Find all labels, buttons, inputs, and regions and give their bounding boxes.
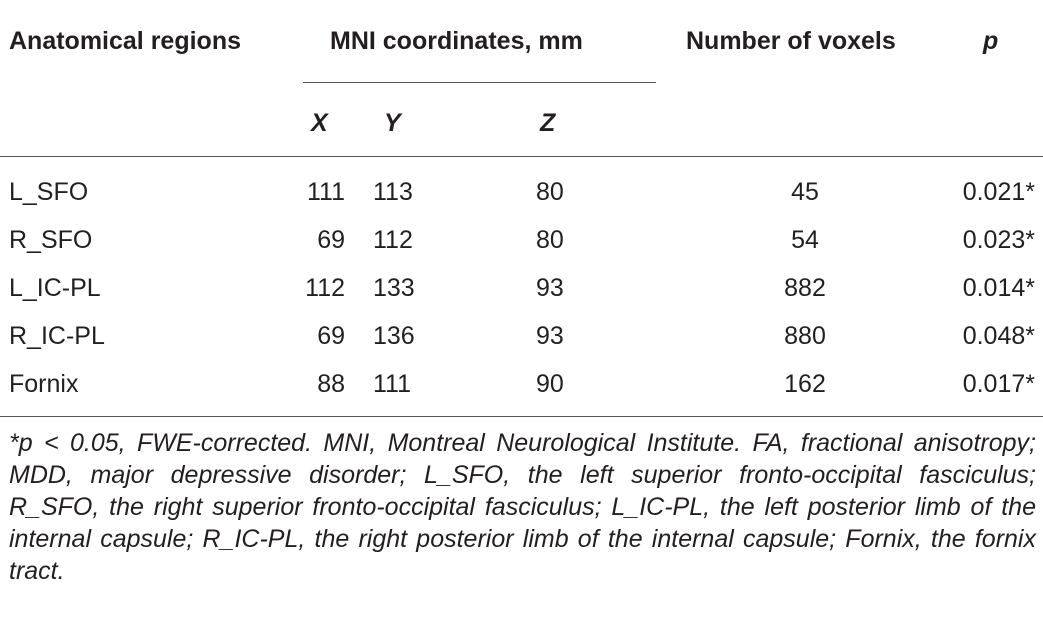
table-row	[0, 177, 1043, 207]
region-cell: R_IC-PL	[9, 322, 105, 350]
voxels-cell: 45	[791, 178, 819, 206]
x-cell: 112	[305, 274, 345, 302]
p-cell: 0.021*	[962, 178, 1035, 206]
y-cell: 112	[373, 226, 413, 254]
table-row	[0, 369, 1043, 399]
p-cell: 0.048*	[962, 322, 1035, 350]
z-cell: 90	[536, 370, 564, 398]
x-cell: 111	[306, 178, 345, 206]
y-cell: 113	[373, 178, 413, 206]
table-row	[0, 321, 1043, 351]
header-y: Y	[384, 109, 401, 137]
table-row	[0, 273, 1043, 303]
table-row	[0, 225, 1043, 255]
y-cell: 111	[373, 370, 412, 398]
table-footnote: *p < 0.05, FWE-corrected. MNI, Montreal Neurological Institute. FA, fractional anisotropy; MDD, major depressive disorder; L_SFO, the left superior fronto-occipital fasciculus; R_SFO, the right superior fronto-occipital fasciculus; L_IC-PL, the left posterior limb of the internal capsule; R_IC-PL, the right posterior limb of the internal capsule; Fornix, the fornix tract.	[9, 429, 1036, 585]
z-cell: 93	[536, 274, 564, 302]
p-cell: 0.023*	[962, 226, 1035, 254]
mni-header-divider	[303, 82, 656, 83]
voxels-cell: 882	[784, 274, 826, 302]
region-cell: L_SFO	[9, 178, 89, 206]
y-cell: 133	[373, 274, 415, 302]
header-mni-coordinates: MNI coordinates, mm	[330, 27, 583, 55]
region-cell: R_SFO	[9, 226, 93, 254]
x-cell: 69	[317, 226, 345, 254]
table-bottom-rule	[0, 416, 1043, 417]
region-cell: Fornix	[9, 370, 79, 398]
z-cell: 80	[536, 178, 564, 206]
p-cell: 0.014*	[962, 274, 1035, 302]
voxels-cell: 54	[791, 226, 819, 254]
region-cell: L_IC-PL	[9, 274, 101, 302]
x-cell: 88	[317, 370, 345, 398]
x-cell: 69	[317, 322, 345, 350]
y-cell: 136	[373, 322, 415, 350]
header-x: X	[311, 109, 328, 137]
header-anatomical-regions: Anatomical regions	[9, 27, 241, 55]
header-number-of-voxels: Number of voxels	[686, 27, 896, 55]
z-cell: 80	[536, 226, 564, 254]
header-bottom-rule	[0, 156, 1043, 157]
header-p-value: p	[983, 27, 999, 55]
voxels-cell: 162	[784, 370, 826, 398]
z-cell: 93	[536, 322, 564, 350]
p-cell: 0.017*	[962, 370, 1035, 398]
header-z: Z	[540, 109, 556, 137]
voxels-cell: 880	[784, 322, 826, 350]
